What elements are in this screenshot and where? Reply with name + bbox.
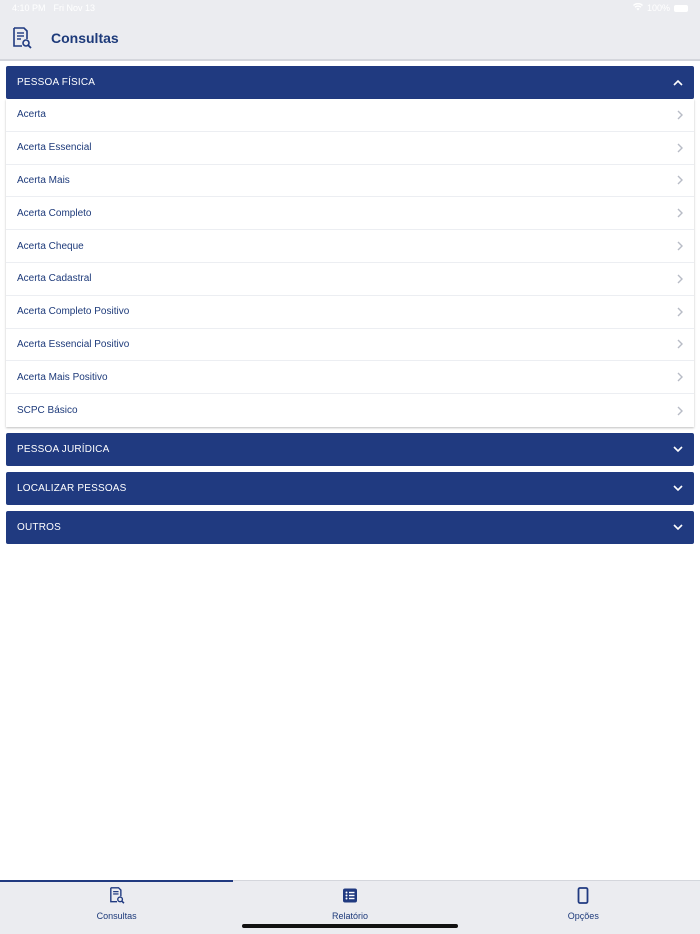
list-item[interactable]: [6, 361, 694, 394]
app-header: [0, 16, 700, 61]
chevron-right-icon: [677, 143, 683, 153]
tab-label: Consultas: [96, 911, 137, 921]
tab-opcoes[interactable]: [467, 881, 700, 934]
chevron-right-icon: [677, 274, 683, 284]
section-pessoa-fisica: [6, 66, 694, 427]
section-items: [6, 99, 694, 427]
consultas-list: [6, 66, 694, 550]
list-item-label: Acerta Cheque: [17, 240, 84, 252]
phone-icon: [577, 887, 589, 909]
list-item-label: Acerta Mais Positivo: [17, 371, 108, 383]
battery-icon: [674, 5, 688, 12]
section-pessoa-juridica: [6, 433, 694, 466]
chevron-up-icon: [673, 79, 683, 86]
list-item-label: Acerta Cadastral: [17, 273, 92, 285]
chevron-right-icon: [677, 372, 683, 382]
list-item-label: Acerta: [17, 109, 46, 121]
list-item[interactable]: [6, 296, 694, 329]
section-title: PESSOA FÍSICA: [17, 77, 96, 88]
list-item[interactable]: [6, 394, 694, 427]
document-search-icon: [109, 887, 125, 909]
section-title: LOCALIZAR PESSOAS: [17, 482, 127, 494]
section-header-outros[interactable]: [6, 511, 694, 544]
chevron-right-icon: [677, 307, 683, 317]
section-localizar-pessoas: [6, 472, 694, 505]
list-item[interactable]: [6, 99, 694, 132]
chevron-right-icon: [677, 339, 683, 349]
chevron-right-icon: [677, 110, 683, 120]
section-header-pessoa-juridica[interactable]: [6, 433, 694, 466]
section-header-pessoa-fisica[interactable]: [6, 66, 694, 99]
list-item[interactable]: [6, 165, 694, 198]
document-search-icon: [11, 27, 33, 49]
chevron-right-icon: [677, 208, 683, 218]
status-bar: [0, 0, 700, 16]
list-item[interactable]: [6, 230, 694, 263]
list-item-label: Acerta Essencial Positivo: [17, 338, 130, 350]
chevron-right-icon: [677, 175, 683, 185]
tab-label: Relatório: [331, 911, 368, 921]
list-item[interactable]: [6, 197, 694, 230]
list-item[interactable]: [6, 263, 694, 296]
list-item-label: SCPC Básico: [17, 405, 78, 417]
chevron-down-icon: [673, 446, 683, 453]
section-title: OUTROS: [17, 521, 61, 533]
chevron-right-icon: [677, 241, 683, 251]
battery-percent: 100%: [646, 3, 670, 13]
wifi-icon: [633, 3, 643, 13]
status-time: 4:10 PM: [12, 3, 46, 13]
section-outros: [6, 511, 694, 544]
list-item[interactable]: [6, 329, 694, 362]
tab-label: Opções: [567, 911, 599, 921]
chevron-right-icon: [677, 406, 683, 416]
section-header-localizar-pessoas[interactable]: [6, 472, 694, 505]
list-item-label: Acerta Mais: [17, 174, 70, 186]
list-item-label: Acerta Completo: [17, 207, 92, 219]
tab-consultas[interactable]: [0, 881, 233, 934]
chevron-down-icon: [673, 485, 683, 492]
page-title: Consultas: [51, 29, 119, 46]
home-indicator: [242, 924, 458, 928]
chevron-down-icon: [673, 524, 683, 531]
section-title: PESSOA JURÍDICA: [17, 443, 110, 455]
list-item-label: Acerta Essencial: [17, 142, 92, 154]
list-icon: [342, 887, 358, 909]
list-item-label: Acerta Completo Positivo: [17, 306, 130, 318]
status-date: Fri Nov 13: [53, 3, 96, 13]
list-item[interactable]: [6, 132, 694, 165]
